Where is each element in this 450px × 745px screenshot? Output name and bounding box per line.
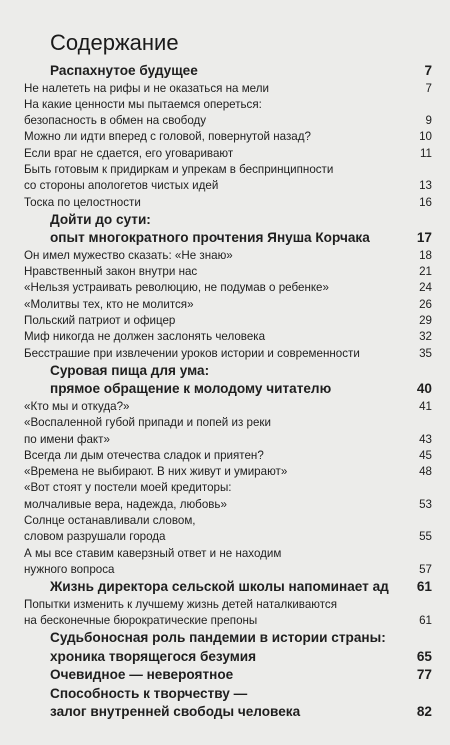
toc-entry-text: хроника творящегося безумия <box>50 648 257 664</box>
toc-entry-text: безопасность в обмен на свободу <box>24 114 207 128</box>
toc-page-number: 11 <box>419 146 432 160</box>
toc-entry <box>0 329 450 345</box>
toc-entry <box>0 97 450 113</box>
toc-page-number: 17 <box>416 230 432 246</box>
toc-entry-text: Польский патриот и офицер <box>24 314 176 328</box>
toc-section-heading <box>0 629 450 648</box>
toc-page-number: 82 <box>416 704 432 720</box>
toc-section-heading <box>0 62 450 81</box>
toc-page-number: 24 <box>419 281 432 295</box>
toc-entry-text: Способность к творчеству — <box>50 685 248 701</box>
toc-entry-text: Если враг не сдается, его уговаривают <box>24 146 234 160</box>
toc-entry <box>0 415 450 431</box>
toc-entry <box>0 81 450 97</box>
toc-entry <box>0 513 450 529</box>
toc-page-number: 26 <box>419 297 432 311</box>
toc-section-heading <box>0 229 450 248</box>
toc-entry-text: прямое обращение к молодому читателю <box>50 381 332 397</box>
toc-entry <box>0 597 450 613</box>
toc-entry-text: Не налететь на рифы и не оказаться на мели <box>24 81 269 95</box>
toc-entry <box>0 613 450 629</box>
toc-section-heading <box>0 211 450 230</box>
toc-entry-text: словом разрушали города <box>24 530 166 544</box>
toc-entry-text: Солнце останавливали словом, <box>24 514 196 528</box>
toc-entry-text: Попытки изменить к лучшему жизнь детей наталкиваются <box>24 597 337 611</box>
toc-entry <box>0 313 450 329</box>
toc-page-number: 61 <box>419 614 432 628</box>
toc-page-number: 32 <box>419 330 432 344</box>
toc-entry-text: Тоска по целостности <box>24 195 141 209</box>
toc-page-number: 45 <box>419 448 432 462</box>
toc-section-heading <box>0 380 450 399</box>
toc-entry <box>0 195 450 211</box>
toc-entry <box>0 399 450 415</box>
toc-entry-text: опыт многократного прочтения Януша Корчака <box>50 230 370 246</box>
toc-page-number: 7 <box>425 81 432 95</box>
toc-entry <box>0 529 450 545</box>
toc-entry-text: Можно ли идти вперед с головой, повернутой назад? <box>24 130 311 144</box>
toc-entry-text: Распахнутое будущее <box>50 63 198 78</box>
toc-entry-text: «Молитвы тех, кто не молится» <box>24 297 194 311</box>
toc-entry-text: Быть готовым к придиркам и упрекам в беспринципности <box>24 162 334 176</box>
toc-entry <box>0 129 450 145</box>
toc-entry <box>0 480 450 496</box>
toc-entry <box>0 432 450 448</box>
toc-entry-text: нужного вопроса <box>24 562 115 576</box>
toc-page-number: 57 <box>419 562 432 576</box>
toc-entry-text: Он имел мужество сказать: «Не знаю» <box>24 248 233 262</box>
toc-section-heading <box>0 685 450 704</box>
toc-entry <box>0 497 450 513</box>
toc-entry-text: со стороны апологетов чистых идей <box>24 179 219 193</box>
toc-entry <box>0 346 450 362</box>
toc-entry-text: Судьбоносная роль пандемии в истории страны: <box>50 630 386 646</box>
toc-entry <box>0 280 450 296</box>
toc-entry <box>0 146 450 162</box>
toc-page-number: 21 <box>419 265 432 279</box>
toc-entry-text: залог внутренней свободы человека <box>50 704 301 720</box>
toc-entry <box>0 297 450 313</box>
toc-page-number: 77 <box>416 667 432 683</box>
toc-page-number: 13 <box>419 179 432 193</box>
toc-list <box>0 62 450 722</box>
toc-entry-text: А мы все ставим каверзный ответ и не находим <box>24 546 282 560</box>
toc-page-number: 53 <box>419 497 432 511</box>
toc-entry-text: на бесконечные бюрократические препоны <box>24 614 258 628</box>
toc-entry <box>0 264 450 280</box>
toc-entry-text: Нравственный закон внутри нас <box>24 265 198 279</box>
page-title: Содержание <box>50 30 179 55</box>
toc-section-heading <box>0 666 450 685</box>
toc-entry-text: На какие ценности мы пытаемся опереться: <box>24 97 262 111</box>
toc-page-number: 9 <box>425 114 432 128</box>
toc-entry <box>0 248 450 264</box>
toc-page-number: 48 <box>419 465 432 479</box>
toc-page-number: 55 <box>419 530 432 544</box>
toc-entry-text: Дойти до сути: <box>50 211 151 227</box>
toc-entry <box>0 113 450 129</box>
toc-page-number: 65 <box>416 648 432 664</box>
toc-section-heading <box>0 703 450 722</box>
toc-page-number: 40 <box>416 381 432 397</box>
toc-entry-text: «Воспаленной губой припади и попей из реки <box>24 416 271 430</box>
toc-entry <box>0 162 450 178</box>
toc-entry-text: Суровая пища для ума: <box>50 362 210 378</box>
toc-page-number: 10 <box>419 130 432 144</box>
toc-entry-text: Очевидное — невероятное <box>50 667 234 683</box>
toc-section-heading <box>0 578 450 597</box>
toc-entry <box>0 448 450 464</box>
toc-entry-text: молчаливые вера, надежда, любовь» <box>24 497 227 511</box>
toc-page-number: 61 <box>416 579 432 595</box>
toc-entry-text: «Кто мы и откуда?» <box>24 399 130 413</box>
toc-page-number: 18 <box>419 248 432 262</box>
toc-entry <box>0 562 450 578</box>
toc-entry-text: Бесстрашие при извлечении уроков истории и современности <box>24 346 360 360</box>
toc-entry <box>0 178 450 194</box>
toc-entry-text: Жизнь директора сельской школы напоминает ад <box>50 579 389 595</box>
toc-section-heading <box>0 648 450 667</box>
toc-entry <box>0 546 450 562</box>
toc-entry-text: Миф никогда не должен заслонять человека <box>24 330 266 344</box>
toc-page-number: 16 <box>419 195 432 209</box>
toc-page-number: 29 <box>419 314 432 328</box>
toc-page-number: 7 <box>424 63 432 78</box>
toc-entry-text: «Вот стоят у постели моей кредиторы: <box>24 481 232 495</box>
toc-entry <box>0 464 450 480</box>
toc-page-number: 35 <box>419 346 432 360</box>
toc-page-number: 41 <box>419 399 432 413</box>
toc-entry-text: «Времена не выбирают. В них живут и умирают» <box>24 465 288 479</box>
toc-page-number: 43 <box>419 432 432 446</box>
toc-entry-text: «Нельзя устраивать революцию, не подумав о ребенке» <box>24 281 329 295</box>
toc-section-heading <box>0 362 450 381</box>
toc-entry-text: по имени факт» <box>24 432 110 446</box>
toc-entry-text: Всегда ли дым отечества сладок и приятен? <box>24 448 264 462</box>
